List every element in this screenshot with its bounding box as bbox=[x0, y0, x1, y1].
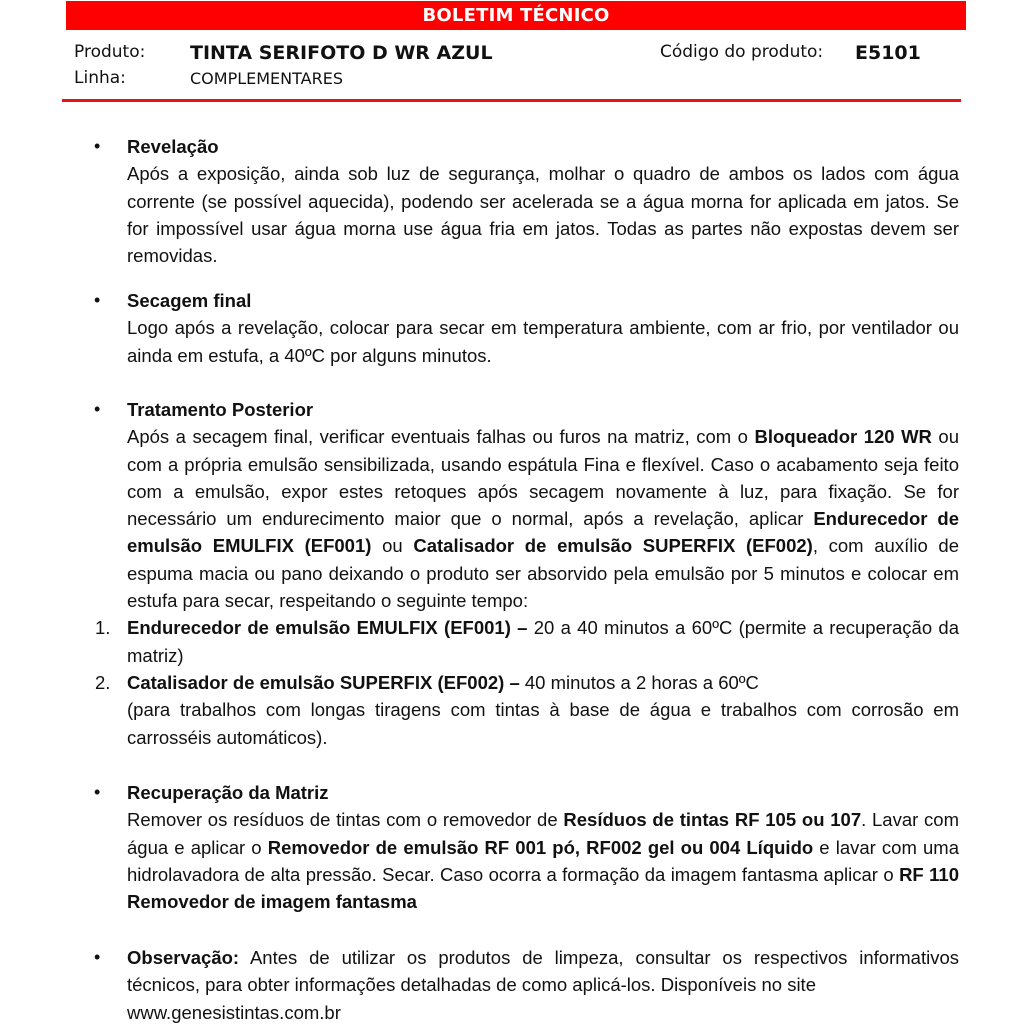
header-divider bbox=[62, 99, 961, 102]
text-run: Após a secagem final, verificar eventuais falhas ou furos na matriz, com o bbox=[127, 426, 755, 448]
bullet-icon: • bbox=[94, 136, 101, 156]
document-title: BOLETIM TÉCNICO bbox=[422, 5, 610, 26]
step-text: 40 minutos a 2 horas a 60ºC bbox=[519, 671, 759, 693]
section-title: Tratamento Posterior bbox=[127, 399, 314, 420]
section-recuperacao bbox=[94, 779, 960, 915]
section-title: Observação: bbox=[127, 947, 240, 968]
section-title: Secagem final bbox=[127, 290, 252, 311]
text-run: ou bbox=[371, 535, 414, 557]
step-product: Catalisador de emulsão SUPERFIX (EF002) – bbox=[127, 671, 520, 693]
line-value: COMPLEMENTARES bbox=[190, 69, 343, 88]
section-title: Recuperação da Matriz bbox=[127, 782, 329, 803]
section-body bbox=[127, 806, 959, 915]
product-label: Produto: bbox=[74, 42, 146, 62]
text-run: Antes de utilizar os produtos de limpeza, consultar os respectivos informativos técnicos, para obter informações detalhadas de como aplicá-los. Disponíveis no site bbox=[127, 947, 959, 996]
product-ref: Removedor de emulsão RF 001 pó, RF002 gel ou 004 Líquido bbox=[267, 836, 814, 858]
product-ref: Catalisador de emulsão SUPERFIX (EF002) bbox=[413, 535, 813, 557]
step-text: 20 a 40 minutos a 60ºC (permite a recuperação da matriz) bbox=[127, 617, 959, 666]
steps-list bbox=[61, 614, 959, 750]
product-ref: RF 110 Removedor de imagem fantasma bbox=[127, 863, 959, 913]
line-label: Linha: bbox=[74, 68, 126, 88]
section-body bbox=[127, 944, 959, 1026]
document-title-bar bbox=[66, 1, 966, 30]
bullet-icon: • bbox=[94, 947, 101, 967]
bullet-icon: • bbox=[94, 399, 101, 419]
section-secagem bbox=[94, 287, 959, 369]
section-body: Após a exposição, ainda sob luz de segurança, molhar o quadro de ambos os lados com água corrente (se possível aquecida), podendo ser acelerada se a água morna for aplicada em jatos. Se for impossível usar água morna use água fria em jatos. Todas as partes não expostas devem ser removidas. bbox=[127, 163, 959, 267]
section-body bbox=[127, 423, 959, 614]
list-item bbox=[61, 669, 959, 751]
section-revelacao bbox=[94, 133, 959, 269]
product-code-label: Código do produto: bbox=[660, 42, 824, 62]
product-ref: Endurecedor de emulsão EMULFIX (EF001) bbox=[127, 508, 959, 557]
step-number: 1. bbox=[95, 617, 111, 639]
website-link[interactable]: www.genesistintas.com.br bbox=[127, 1001, 341, 1023]
step-number: 2. bbox=[95, 671, 111, 693]
text-run: . Lavar com água e aplicar o bbox=[127, 809, 960, 858]
section-observacao bbox=[94, 944, 959, 1026]
product-code: E5101 bbox=[855, 42, 921, 64]
text-run: ou com a própria emulsão sensibilizada, usando espátula Fina e flexível. Caso o acabamento seja feito com a emulsão, expor estes retoques após secagem novamente à luz, para fixação. Se for necessário um endurecimento maior que o normal, após a revelação, aplicar bbox=[127, 426, 959, 530]
text-run: e lavar com uma hidrolavadora de alta pressão. Secar. Caso ocorra a formação da imagem fantasma aplicar o bbox=[127, 836, 959, 885]
list-item bbox=[61, 614, 959, 669]
product-name: TINTA SERIFOTO D WR AZUL bbox=[190, 42, 493, 64]
product-ref: Resíduos de tintas RF 105 ou 107 bbox=[563, 809, 862, 831]
text-run: Remover os resíduos de tintas com o removedor de bbox=[127, 809, 564, 831]
text-run: , com auxílio de espuma macia ou pano deixando o produto ser absorvido pela emulsão por 5 minutos e colocar em estufa para secar, respeitando o seguinte tempo: bbox=[127, 535, 959, 612]
step-product: Endurecedor de emulsão EMULFIX (EF001) – bbox=[127, 617, 528, 639]
section-body: Logo após a revelação, colocar para secar em temperatura ambiente, com ar frio, por ventilador ou ainda em estufa, a 40ºC por alguns minutos. bbox=[127, 317, 959, 366]
step-note: (para trabalhos com longas tiragens com tintas à base de água e trabalhos com corrosão em carrosséis automáticos). bbox=[127, 699, 959, 748]
bullet-icon: • bbox=[94, 290, 101, 310]
product-ref: Bloqueador 120 WR bbox=[754, 426, 932, 448]
bullet-icon: • bbox=[94, 782, 101, 802]
section-tratamento bbox=[94, 396, 959, 751]
section-title: Revelação bbox=[127, 136, 219, 157]
